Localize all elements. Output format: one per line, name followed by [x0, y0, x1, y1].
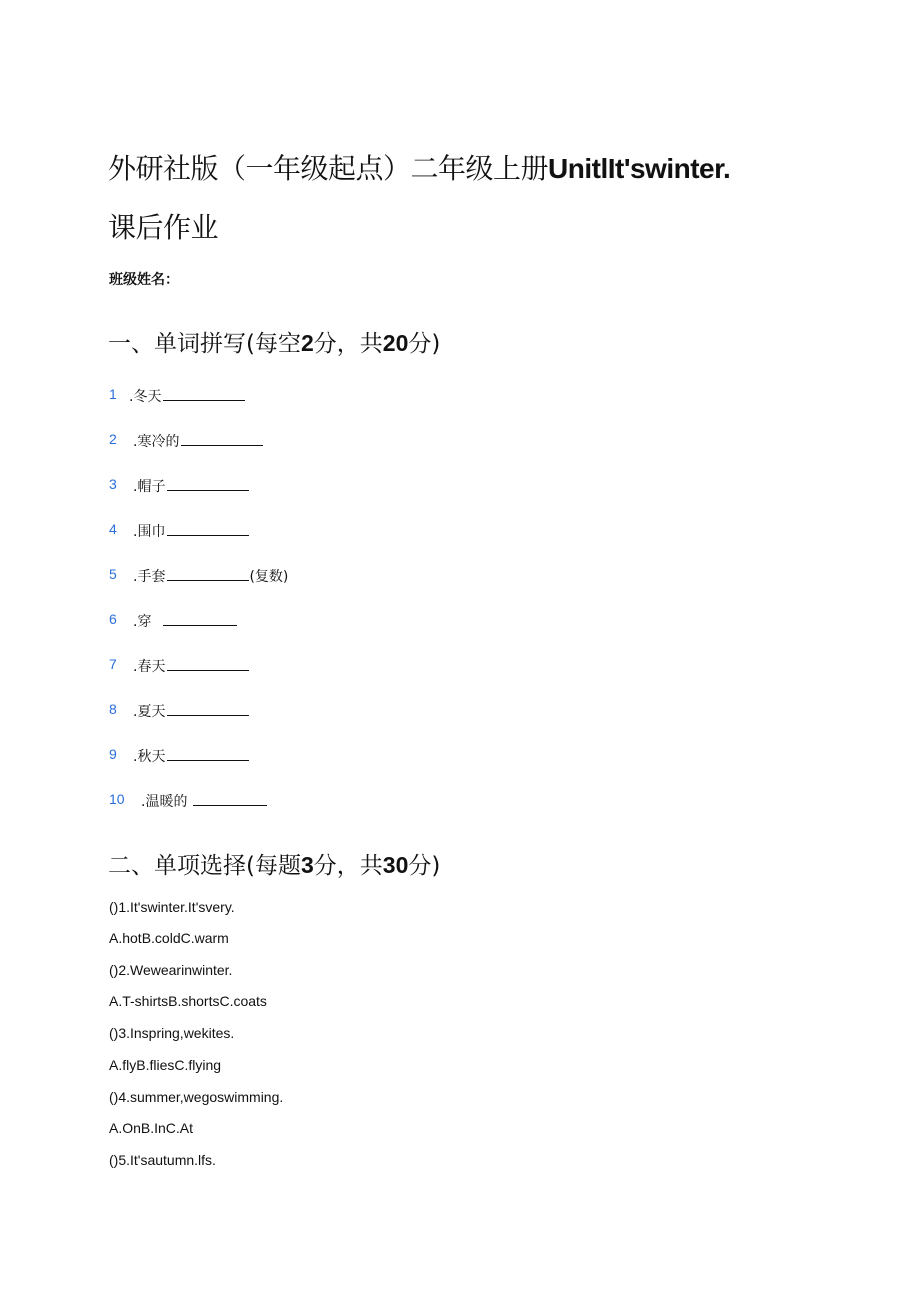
vocab-item	[109, 386, 409, 406]
vocab-item	[109, 521, 409, 541]
section2-heading-prefix: 二、单项选择(每题	[108, 853, 301, 879]
answer-blank[interactable]	[181, 432, 263, 446]
answer-blank[interactable]	[193, 792, 267, 806]
answer-blank[interactable]	[167, 522, 249, 536]
answer-blank[interactable]	[167, 702, 249, 716]
question-line: ()5.It'sautumn.lfs.	[109, 1152, 216, 1168]
vocab-item	[109, 431, 409, 451]
section1-total: 20	[382, 330, 409, 356]
options-line: A.hotB.coldC.warm	[109, 930, 229, 946]
item-number: 10	[109, 791, 125, 807]
section2-heading-suffix: 分)	[408, 853, 441, 879]
class-name-label: 班级姓名：	[109, 272, 179, 288]
options-line: A.T-shirtsB.shortsC.coats	[109, 993, 267, 1009]
title-unit: UnitlIt'swinter.	[548, 153, 731, 184]
item-number: 5	[109, 566, 117, 582]
vocab-item	[109, 656, 409, 676]
item-prompt: .手套	[133, 569, 166, 585]
item-number: 1	[109, 386, 117, 402]
answer-blank[interactable]	[167, 747, 249, 761]
options-line: A.flyB.fliesC.flying	[109, 1057, 222, 1073]
section2-heading	[108, 847, 440, 880]
question-line: ()3.Inspring,wekites.	[109, 1025, 235, 1041]
item-prompt: .寒冷的	[133, 434, 180, 450]
item-number: 2	[109, 431, 117, 447]
item-prompt: .夏天	[133, 704, 166, 720]
question-line: ()2.Wewearinwinter.	[109, 962, 233, 978]
item-note: (复数)	[249, 569, 289, 585]
section1-heading-prefix: 一、单词拼写(每空	[108, 331, 301, 357]
section1-heading	[108, 325, 440, 358]
vocab-item	[109, 566, 409, 586]
answer-blank[interactable]	[163, 612, 237, 626]
item-number: 9	[109, 746, 117, 762]
vocab-item	[109, 476, 409, 496]
item-number: 8	[109, 701, 117, 717]
options-line: A.OnB.InC.At	[109, 1120, 194, 1136]
answer-blank[interactable]	[167, 567, 249, 581]
document-title-line2: 课后作业	[108, 211, 219, 244]
section2-total: 30	[382, 852, 409, 878]
answer-blank[interactable]	[167, 477, 249, 491]
section1-heading-mid: 分，共	[313, 331, 383, 357]
vocab-item	[109, 611, 409, 631]
item-prompt: .冬天	[129, 389, 162, 405]
item-number: 4	[109, 521, 117, 537]
vocab-item	[109, 791, 409, 811]
document-title-line1	[108, 147, 730, 187]
section2-points: 3	[300, 852, 314, 878]
item-prompt: .穿	[133, 614, 152, 630]
section2-heading-mid: 分，共	[313, 853, 383, 879]
item-prompt: .围巾	[133, 524, 166, 540]
title-chinese: 外研社版（一年级起点）二年级上册	[108, 152, 549, 185]
item-prompt: .温暖的	[141, 794, 188, 810]
section1-heading-suffix: 分)	[408, 331, 441, 357]
question-line: ()1.It'swinter.It'svery.	[109, 899, 235, 915]
item-prompt: .秋天	[133, 749, 166, 765]
question-line: ()4.summer,wegoswimming.	[109, 1089, 284, 1105]
vocab-item	[109, 746, 409, 766]
item-prompt: .春天	[133, 659, 166, 675]
answer-blank[interactable]	[167, 657, 249, 671]
item-number: 3	[109, 476, 117, 492]
item-prompt: .帽子	[133, 479, 166, 495]
answer-blank[interactable]	[163, 387, 245, 401]
item-number: 7	[109, 656, 117, 672]
section1-points: 2	[300, 330, 314, 356]
item-number: 6	[109, 611, 117, 627]
vocab-item	[109, 701, 409, 721]
